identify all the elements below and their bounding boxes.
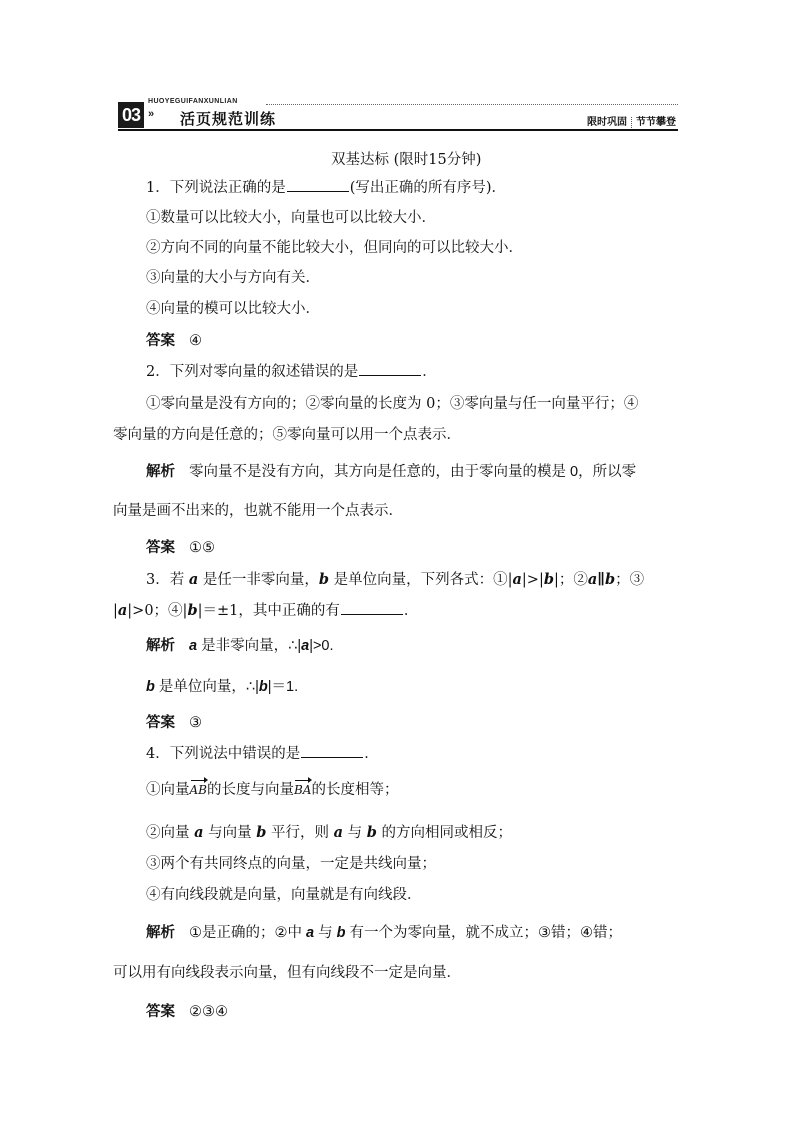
q4-analysis-line-2: 可以用有向线段表示向量，但有向线段不一定是向量． [113,965,461,981]
vector-b: b [258,679,268,695]
q4-option-4: ④有向线段就是向量，向量就是有向线段． [146,887,422,903]
header-rule [118,129,678,131]
header-tag-consolidate: 限时巩固 [587,117,627,128]
vector-b: b [187,602,198,619]
q1-stem [146,176,506,197]
answer-label: 答案 [146,1004,175,1020]
q3-text: 是单位向量，下列各式：①| [329,572,513,588]
vector-b: b [336,925,346,941]
q4-option-2 [146,821,512,842]
vector-a: a [189,638,198,654]
vector-ba-arrow: BA [293,783,312,797]
q4-text: ②向量 [146,825,195,841]
q4-stem-tail: ． [364,746,379,762]
q2-options-line-1: ①零向量是没有方向的；②零向量的长度为 0；③零向量与任一向量平行；④ [146,396,639,412]
analysis-label: 解析 [146,464,175,480]
q1-stem-text: 1．下列说法正确的是 [146,180,286,196]
q3-analysis-line-2 [146,675,298,696]
header-dotted-rule [266,104,678,105]
vector-a: a [194,824,204,841]
q4-text: 平行，则 [266,825,334,841]
vector-b: b [318,571,329,588]
q3-text: |>| [521,572,544,588]
q1-answer [146,329,202,350]
q2-analysis-line-1 [146,460,636,481]
q1-option-3: ③向量的大小与方向有关． [146,270,320,286]
q3-text: ；③ [615,572,645,588]
vector-b: b [146,679,155,695]
q2-analysis-text: 零向量不是没有方向，其方向是任意的，由于零向量的模是 0，所以零 [189,464,637,480]
vector-a: a [512,571,522,588]
q4-text: 的长度与向量 [206,782,294,798]
q3-text: 是任一非零向量， [198,572,319,588]
q4-analysis-line-1 [146,921,622,942]
q1-option-2: ②方向不同的向量不能比较大小，但同向的可以比较大小． [146,240,523,256]
q1-answer-value: ④ [189,333,202,349]
q4-analysis-text: 有一个为零向量，就不成立；③错；④错； [345,925,623,941]
header-tag-climb: 节节攀登 [636,117,676,128]
q2-stem-tail: ． [422,364,437,380]
q4-text: 的长度相等； [311,782,399,798]
vector-a: a [306,925,315,941]
q3-text: |>0；④| [127,603,188,619]
q4-analysis-text: 与 [314,925,337,941]
q4-stem-text: 4．下列说法中错误的是 [146,746,301,762]
q3-text: |＝±1，其中正确的有 [197,603,340,619]
q3-answer [146,711,202,732]
q4-option-1 [146,778,398,799]
header-right-tags [587,113,676,128]
q4-answer-blank [301,744,363,758]
vector-b: b [256,824,267,841]
vector-a: a [587,571,598,588]
q3-text: 3．若 [146,572,189,588]
q4-answer-value: ②③④ [189,1004,228,1020]
vector-a: a [188,571,199,588]
header-title: 活页规范训练 [180,110,277,128]
q2-stem [146,360,437,381]
vector-b: b [604,571,616,588]
q3-analysis-text: 是非零向量，∴| [197,638,302,654]
vector-a: a [117,602,128,619]
q3-text: |；② [553,572,588,588]
q3-text: ． [403,603,419,619]
q1-stem-tail: (写出正确的所有序号)． [349,180,507,196]
q4-text: ①向量 [146,782,190,798]
q2-options-line-2: 零向量的方向是任意的；⑤零向量可以用一个点表示． [113,427,461,443]
analysis-label: 解析 [146,638,175,654]
analysis-label: 解析 [146,925,175,941]
double-chevron-icon: » [148,108,155,120]
q4-text: 的方向相同或相反； [376,825,512,841]
header-tag-separator [631,117,632,128]
vector-a: a [301,638,310,654]
section-title: 双基达标 (限时15分钟) [331,152,482,168]
vector-b: b [366,824,377,841]
q2-stem-text: 2．下列对零向量的叙述错误的是 [146,364,359,380]
vector-b: b [543,571,554,588]
q3-analysis-text: |>0. [309,638,334,654]
q3-stem-line-2 [113,599,418,620]
q2-analysis-line-2: 向量是画不出来的，也就不能用一个点表示． [113,503,403,519]
q1-option-1: ①数量可以比较大小，向量也可以比较大小． [146,210,436,226]
answer-label: 答案 [146,540,175,556]
vector-a: a [333,824,343,841]
vector-ab-arrow: AB [189,783,207,797]
q3-answer-value: ③ [189,715,202,731]
q1-option-4: ④向量的模可以比较大小． [146,301,320,317]
q3-text: | [113,603,118,619]
page-header [118,98,678,132]
header-pinyin: HUOYEGUIFANXUNLIAN [148,98,238,105]
q3-stem-line-1 [146,568,644,589]
chapter-number-badge: 03 [118,102,144,128]
q2-answer [146,536,215,557]
q2-answer-value: ①⑤ [189,540,215,556]
q4-text: 与 [343,825,367,841]
parallel-symbol: ∥ [597,571,605,588]
q4-option-3: ③两个有共同终点的向量，一定是共线向量； [146,856,436,872]
q2-answer-blank [359,362,421,376]
q3-answer-blank [341,601,403,615]
q3-analysis-text: |＝1. [267,679,299,695]
q1-answer-blank [287,178,349,192]
q3-analysis-text: 是单位向量，∴| [154,679,259,695]
q4-text: 与向量 [203,825,257,841]
q4-stem [146,742,379,763]
answer-label: 答案 [146,333,175,349]
q4-answer [146,1000,228,1021]
answer-label: 答案 [146,715,175,731]
q3-analysis-line-1 [146,634,334,655]
q4-analysis-text: ①是正确的；②中 [189,925,307,941]
